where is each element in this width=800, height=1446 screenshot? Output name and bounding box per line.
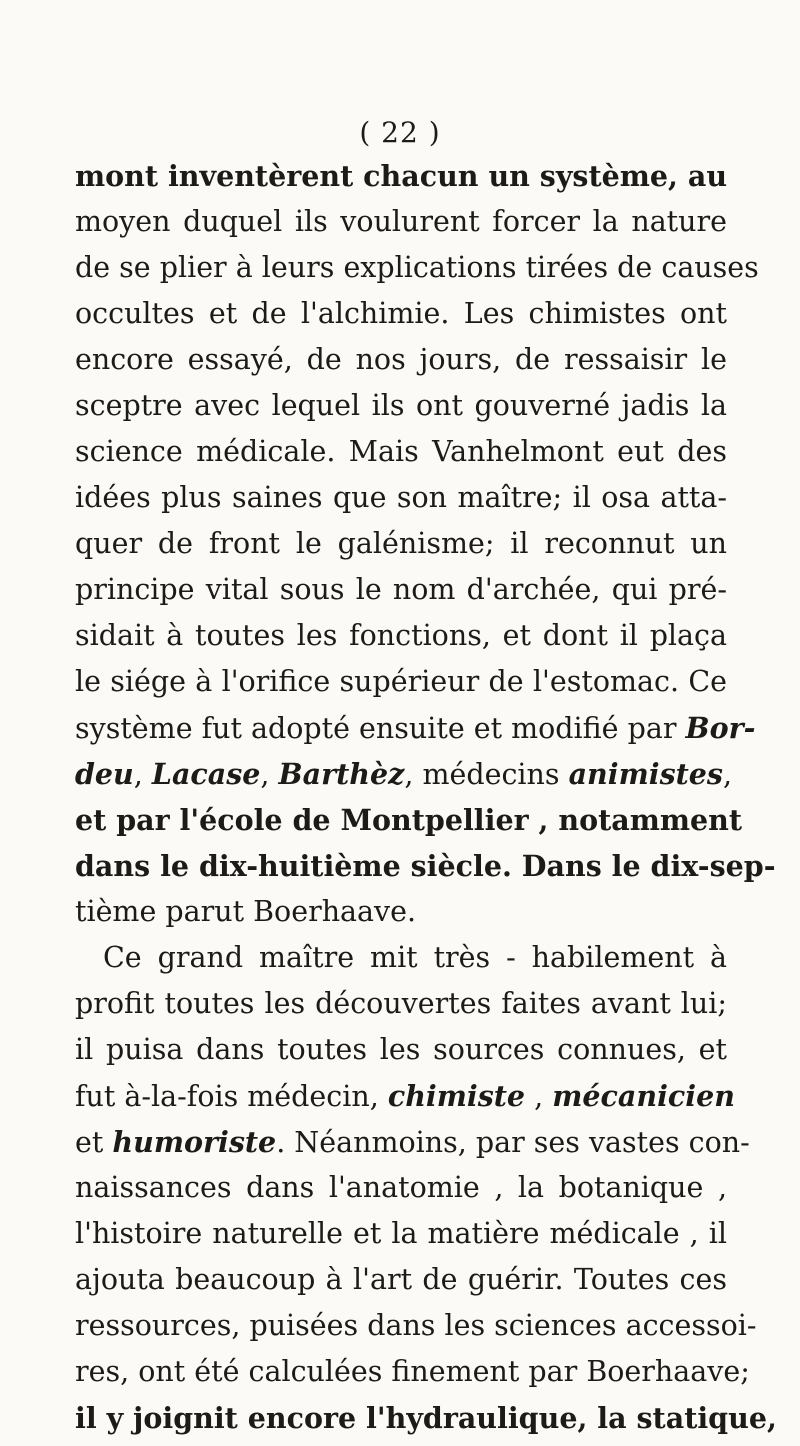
text-segment: et xyxy=(75,1126,113,1159)
italic-text: Lacase xyxy=(151,757,261,791)
text-segment: res, ont été calculées finement par Boerhaave; xyxy=(75,1355,750,1388)
text-line xyxy=(75,429,727,475)
text-segment: mont inventèrent chacun un système, au xyxy=(75,159,728,193)
italic-text: mécanicien xyxy=(552,1079,735,1113)
text-line xyxy=(75,981,727,1027)
text-line xyxy=(75,797,743,843)
text-line xyxy=(75,1211,727,1257)
text-segment: , xyxy=(722,758,733,791)
text-segment: profit toutes les découvertes faites avant lui; xyxy=(75,987,727,1020)
text-segment: tième parut Boerhaave. xyxy=(75,895,417,928)
text-line xyxy=(75,245,759,291)
text-segment: , xyxy=(260,758,279,791)
text-segment: naissances dans l'anatomie , la botanique , xyxy=(75,1171,727,1204)
text-line xyxy=(75,337,727,383)
text-segment: fut à-la-fois médecin, xyxy=(75,1080,388,1113)
text-line xyxy=(75,1303,757,1349)
text-segment: il y joignit encore l'hydraulique, la statique, xyxy=(75,1401,777,1435)
text-segment: système fut adopté ensuite et modifié par xyxy=(75,712,686,745)
text-line xyxy=(75,1027,727,1073)
italic-text: Barthèz xyxy=(278,757,405,791)
text-segment: l'histoire naturelle et la matière médicale , il xyxy=(75,1217,727,1250)
text-segment: il puisa dans toutes les sources connues, et xyxy=(75,1033,727,1066)
text-line xyxy=(75,659,727,705)
text-line xyxy=(75,199,727,245)
text-line xyxy=(75,613,727,659)
text-segment: le siége à l'orifice supérieur de l'estomac. Ce xyxy=(75,665,727,698)
text-line xyxy=(75,291,727,337)
text-line xyxy=(75,705,756,751)
text-line xyxy=(75,383,727,429)
text-segment: quer de front le galénisme; il reconnut un xyxy=(75,527,727,560)
text-segment: science médicale. Mais Vanhelmont eut des xyxy=(75,435,727,468)
text-line xyxy=(75,935,727,981)
text-segment: , xyxy=(133,758,152,791)
text-segment: sceptre avec lequel ils ont gouverné jadis la xyxy=(75,389,727,422)
text-segment: principe vital sous le nom d'archée, qui pré- xyxy=(75,573,727,606)
italic-text: Bor- xyxy=(685,711,756,745)
text-line xyxy=(75,889,727,935)
italic-text: animistes xyxy=(568,757,723,791)
body-text xyxy=(75,153,777,1441)
text-segment: sidait à toutes les fonctions, et dont il plaça xyxy=(75,619,727,652)
text-segment: occultes et de l'alchimie. Les chimistes ont xyxy=(75,297,727,330)
text-line xyxy=(75,153,727,199)
text-segment: . Néanmoins, par ses vastes con- xyxy=(276,1126,750,1159)
text-line xyxy=(75,1349,750,1395)
text-line xyxy=(75,1257,727,1303)
text-line xyxy=(75,1165,727,1211)
text-segment: ajouta beaucoup à l'art de guérir. Toutes ces xyxy=(75,1263,727,1296)
page-number: ( 22 ) xyxy=(359,116,441,149)
text-segment: dans le dix-huitième siècle. Dans le dix-sep- xyxy=(75,849,776,883)
text-segment: idées plus saines que son maître; il osa atta- xyxy=(75,481,727,514)
text-segment: de se plier à leurs explications tirées de causes xyxy=(75,251,759,284)
text-segment: ressources, puisées dans les sciences accessoi- xyxy=(75,1309,757,1342)
text-line xyxy=(75,1119,750,1165)
text-line xyxy=(75,1395,777,1441)
text-segment: encore essayé, de nos jours, de ressaisir le xyxy=(75,343,727,376)
text-line xyxy=(75,567,727,613)
text-segment: , xyxy=(525,1080,553,1113)
text-line xyxy=(75,1073,735,1119)
italic-text: chimiste xyxy=(387,1079,526,1113)
text-line xyxy=(75,521,727,567)
italic-text: humoriste xyxy=(112,1125,277,1159)
text-line xyxy=(75,843,776,889)
text-line xyxy=(75,475,727,521)
italic-text: deu xyxy=(75,757,134,791)
text-line xyxy=(75,751,733,797)
text-segment: Ce grand maître mit très - habilement à xyxy=(103,941,727,974)
text-segment: , médecins xyxy=(404,758,569,791)
text-segment: et par l'école de Montpellier , notamment xyxy=(75,803,743,837)
text-segment: moyen duquel ils voulurent forcer la nature xyxy=(75,205,727,238)
